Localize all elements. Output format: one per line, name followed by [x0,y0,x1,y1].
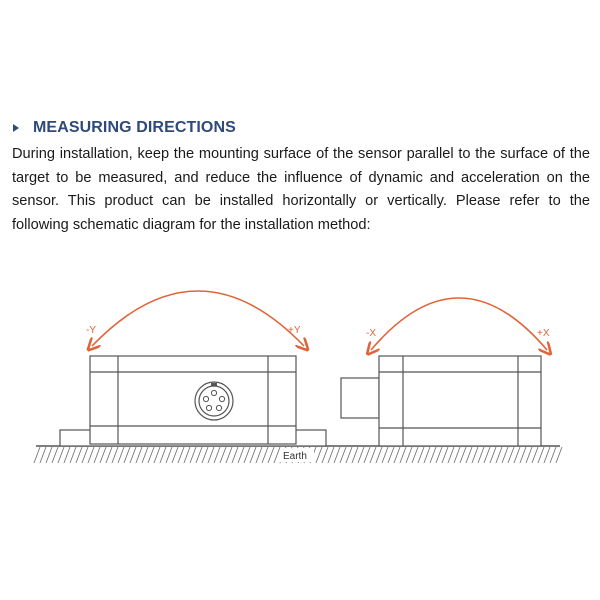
ground-hatch-line [190,447,196,463]
ground-hatch-line [328,447,334,463]
ground-hatch-line [46,447,52,463]
ground-hatch-line [442,447,448,463]
ground-hatch-line [358,447,364,463]
ground-hatch-line [406,447,412,463]
ground-hatch-line [460,447,466,463]
ground-hatch-line [316,447,322,463]
ground-hatch-line [244,447,250,463]
ground-hatch-line [544,447,550,463]
ground-hatch-line [94,447,100,463]
ground-hatch-line [490,447,496,463]
ground-hatch-line [124,447,130,463]
sensor-vertical [341,356,541,446]
connector-icon [195,382,233,420]
ground-hatch-line [394,447,400,463]
ground-hatch-line [484,447,490,463]
ground-hatch-line [448,447,454,463]
ground-hatch-line [64,447,70,463]
ground-hatch-line [496,447,502,463]
ground-hatch-line [160,447,166,463]
ground-hatch-line [502,447,508,463]
ground-hatch-line [88,447,94,463]
ground-hatch-line [376,447,382,463]
y-axis-arrow [92,291,304,346]
ground-hatch-line [154,447,160,463]
ground-hatch-line [454,447,460,463]
ground-hatch-line [364,447,370,463]
ground-hatch-line [250,447,256,463]
ground-hatch-line [166,447,172,463]
ground-hatch-line [382,447,388,463]
ground-hatch-line [70,447,76,463]
ground-hatch-line [256,447,262,463]
ground-hatch-line [262,447,268,463]
ground-hatch-line [34,447,40,463]
ground-hatch-line [208,447,214,463]
earth-label: Earth [283,451,307,462]
ground-hatch-line [346,447,352,463]
ground-hatch-line [220,447,226,463]
ground-hatch-line [136,447,142,463]
ground-hatch-line [118,447,124,463]
ground-hatch-line [142,447,148,463]
ground-hatch-line [514,447,520,463]
ground-hatch-line [400,447,406,463]
ground-hatch-line [436,447,442,463]
ground-hatch-line [556,447,562,463]
ground-hatch-line [268,447,274,463]
ground-hatch-line [184,447,190,463]
ground-hatch-line [100,447,106,463]
ground-hatch-line [322,447,328,463]
ground-hatch-line [478,447,484,463]
ground-hatch-line [334,447,340,463]
ground-hatch-line [388,447,394,463]
ground-hatch-line [466,447,472,463]
ground-hatch-line [430,447,436,463]
ground-hatch-line [526,447,532,463]
ground-hatch-line [130,447,136,463]
ground-hatch-line [274,447,280,463]
ground-hatch-line [76,447,82,463]
ground-hatch-line [340,447,346,463]
ground-hatch-line [214,447,220,463]
ground-hatch-line [532,447,538,463]
plus-x-label: +X [537,328,550,339]
ground-hatch-line [508,447,514,463]
ground-hatch-line [472,447,478,463]
ground-hatch-line [520,447,526,463]
ground-hatch-line [550,447,556,463]
sensor-horizontal [60,356,326,446]
ground-hatch-line [178,447,184,463]
ground-hatch-line [232,447,238,463]
ground-hatch-line [196,447,202,463]
ground-hatch-line [52,447,58,463]
ground-hatch-line [418,447,424,463]
ground-hatch-line [172,447,178,463]
plus-y-label: +Y [288,325,301,336]
minus-y-label: -Y [86,325,96,336]
ground-hatch-line [538,447,544,463]
ground-hatch-line [352,447,358,463]
ground-hatch-line [238,447,244,463]
x-axis-arrow [371,298,547,350]
ground-hatch-line [148,447,154,463]
ground-hatch-line [226,447,232,463]
minus-x-label: -X [366,328,376,339]
section-body-text: During installation, keep the mounting surface of the sensor parallel to the surface of the target to be measured, and reduce the influence of dynamic and acceleration on the sensor. This product can be installed horizontally or vertically. Please refer to the following schematic diagram for the installation method: [12,146,590,233]
ground-hatch-line [58,447,64,463]
ground-hatch-line [106,447,112,463]
ground-hatch-line [202,447,208,463]
ground-hatch-line [424,447,430,463]
ground-hatch-line [82,447,88,463]
ground-hatch-line [370,447,376,463]
ground-hatch-line [40,447,46,463]
ground-hatch-line [112,447,118,463]
ground-hatch-line [412,447,418,463]
section-heading-text: MEASURING DIRECTIONS [33,119,236,136]
